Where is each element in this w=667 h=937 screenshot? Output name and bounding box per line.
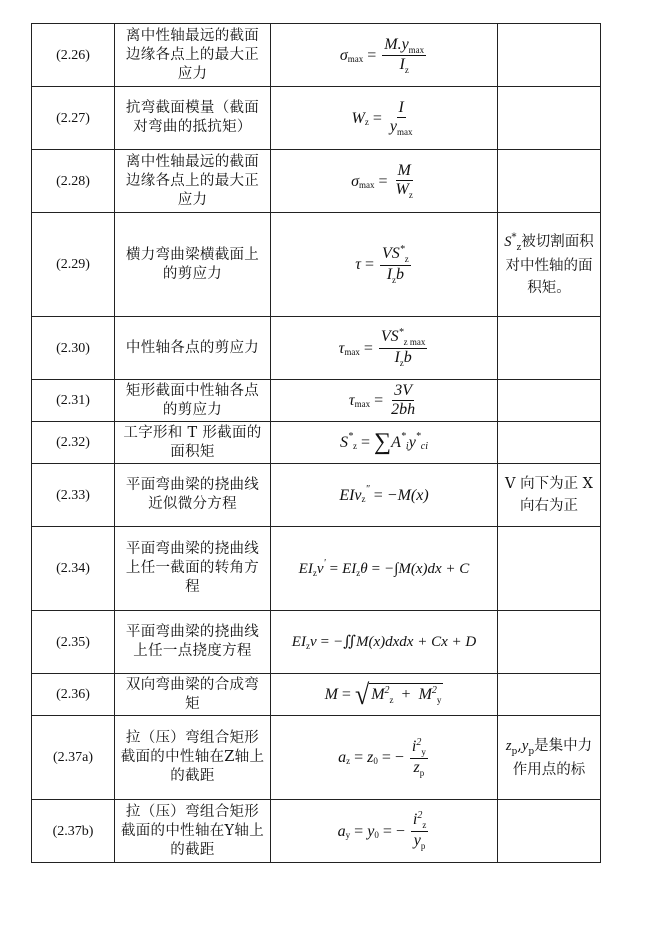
- formula: EIv z " = −M(x): [339, 483, 429, 504]
- formula-cell: [271, 422, 498, 464]
- formula: S * z = ∑ A * i y * ci: [339, 429, 429, 455]
- table-row: [32, 674, 601, 716]
- formula-cell: [271, 800, 498, 863]
- table-row: [32, 150, 601, 213]
- formula: W z = $\frac{I}{y_{max}}$: [351, 99, 413, 137]
- row-description: 离中性轴最远的截面边缘各点上的最大正应力: [115, 24, 271, 87]
- equation-number: (2.27): [32, 87, 115, 150]
- formula-cell: [271, 380, 498, 422]
- row-note: [498, 380, 601, 422]
- equation-number: (2.28): [32, 150, 115, 213]
- row-description: 平面弯曲梁的挠曲线上任一截面的转角方程: [115, 527, 271, 611]
- row-description: 工字形和 T 形截面的面积矩: [115, 422, 271, 464]
- equation-number: (2.32): [32, 422, 115, 464]
- row-note: [498, 422, 601, 464]
- row-note: [498, 800, 601, 863]
- row-description: 离中性轴最远的截面边缘各点上的最大正应力: [115, 150, 271, 213]
- equation-number: (2.26): [32, 24, 115, 87]
- row-description: 横力弯曲梁横截面上的剪应力: [115, 213, 271, 317]
- row-note: V 向下为正 X 向右为正: [498, 464, 601, 527]
- table-row: [32, 317, 601, 380]
- formula-cell: [271, 716, 498, 800]
- row-note: [498, 527, 601, 611]
- row-note: [498, 611, 601, 674]
- row-note: [498, 317, 601, 380]
- equation-number: (2.31): [32, 380, 115, 422]
- formula: a z = z 0 = − $\frac{i^2_y}{z_p}$: [338, 736, 426, 778]
- formula: a y = y 0 = − $\frac{i^2_z}{y_p}$: [337, 810, 427, 851]
- equation-number: (2.30): [32, 317, 115, 380]
- equation-number: (2.36): [32, 674, 115, 716]
- table-row: [32, 611, 601, 674]
- formula: τ max = $\frac{3V}{2bh}$: [348, 382, 416, 418]
- equation-number: (2.29): [32, 213, 115, 317]
- row-note: [498, 674, 601, 716]
- formula: EI z v = −∬M(x)dxdx + Cx + D: [291, 634, 477, 651]
- formula-cell: [271, 213, 498, 317]
- row-description: 拉（压）弯组合矩形截面的中性轴在Z轴上的截距: [115, 716, 271, 800]
- row-note: [498, 150, 601, 213]
- equation-number: (2.35): [32, 611, 115, 674]
- formula-cell: [271, 317, 498, 380]
- row-description: 双向弯曲梁的合成弯矩: [115, 674, 271, 716]
- row-description: 中性轴各点的剪应力: [115, 317, 271, 380]
- formula-table: [31, 23, 601, 863]
- table-row: [32, 213, 601, 317]
- row-note: $S^*_z$被切割面积对中性轴的面积矩。: [498, 213, 601, 317]
- row-description: 平面弯曲梁的挠曲线近似微分方程: [115, 464, 271, 527]
- formula-cell: [271, 150, 498, 213]
- table-row: [32, 24, 601, 87]
- formula: σ max = $\frac{M}{W_z}$: [351, 162, 413, 200]
- table-row: [32, 380, 601, 422]
- formula: EI z v ' = EI z θ = −∫M(x)dx + C: [298, 557, 470, 578]
- equation-number: (2.37b): [32, 800, 115, 863]
- row-description: 拉（压）弯组合矩形截面的中性轴在Y轴上的截距: [115, 800, 271, 863]
- formula: M = √ $M^2_z + M^2_y$: [324, 678, 442, 711]
- row-description: 平面弯曲梁的挠曲线上任一点挠度方程: [115, 611, 271, 674]
- row-note: [498, 24, 601, 87]
- formula: σ max = $\frac{M.y_{max}}{I_z}$: [339, 35, 425, 75]
- table-row: [32, 716, 601, 800]
- formula-cell: [271, 87, 498, 150]
- formula: τ max = $\frac{VS^*_{z max}}{I_zb}$: [338, 327, 426, 368]
- formula-cell: [271, 527, 498, 611]
- row-note: $z_p,y_p$是集中力作用点的标: [498, 716, 601, 800]
- table-row: [32, 87, 601, 150]
- equation-number: (2.33): [32, 464, 115, 527]
- formula-cell: [271, 674, 498, 716]
- row-description: 抗弯截面模量（截面对弯曲的抵抗矩）: [115, 87, 271, 150]
- table-row: [32, 422, 601, 464]
- equation-number: (2.34): [32, 527, 115, 611]
- formula-cell: [271, 24, 498, 87]
- table-row: [32, 800, 601, 863]
- formula: τ = $\frac{VS^*_z}{I_zb}$: [355, 243, 409, 285]
- table-row: [32, 464, 601, 527]
- equation-number: (2.37a): [32, 716, 115, 800]
- row-note: [498, 87, 601, 150]
- table-row: [32, 527, 601, 611]
- formula-cell: [271, 611, 498, 674]
- formula-cell: [271, 464, 498, 527]
- row-description: 矩形截面中性轴各点的剪应力: [115, 380, 271, 422]
